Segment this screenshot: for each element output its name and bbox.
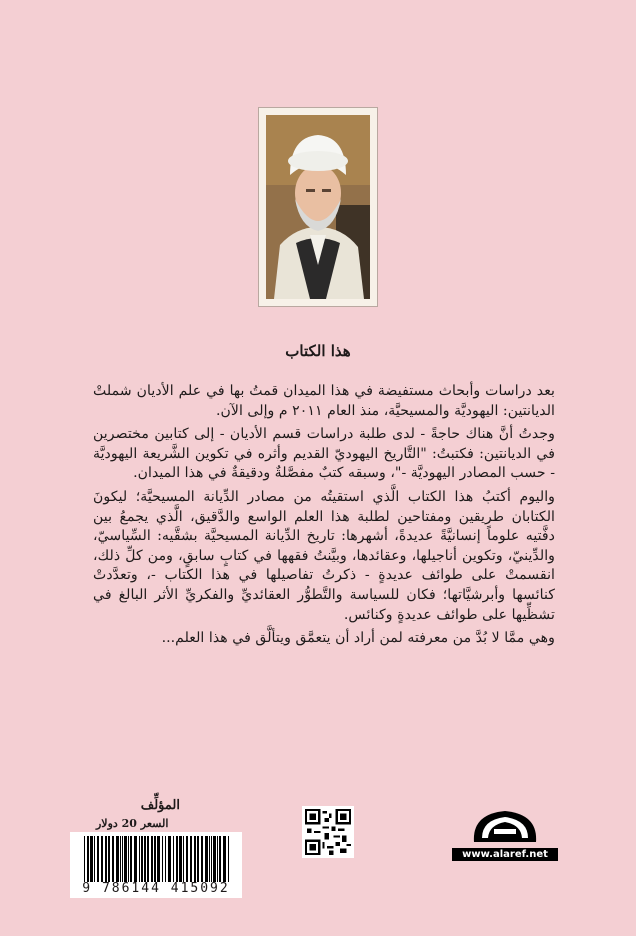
barcode-bar <box>90 836 93 882</box>
barcode-bar <box>122 836 123 882</box>
isbn-barcode <box>70 832 242 898</box>
description-paragraph-1: بعد دراسات وأبحاث مستفيضة في هذا الميدان قمتُ بها في علم الأديان شملتْ الديانتين: اليهوديَّة والمسيحيَّة، منذ العام ٢٠١١ م وإلى الآن. <box>93 383 555 419</box>
publisher-url: www.alaref.net <box>452 848 558 861</box>
barcode-bar <box>141 836 143 882</box>
barcode-bar <box>173 836 174 882</box>
barcode-bar <box>144 836 146 882</box>
barcode-bar <box>84 836 85 882</box>
barcode-bar <box>217 836 218 882</box>
barcode-bar <box>130 836 132 882</box>
barcode-bar <box>179 836 182 882</box>
isbn-number: 9 786144 415092 <box>82 881 230 896</box>
description-paragraph-2: وجدتُ أنَّ هناك حاجةً - لدى طلبة دراسات قسم الأديان - إلى كتابين مختصرين في الديانتين: فكتبتُ: "التَّاريخ اليهوديّ القديم وأثره في تكوين الشَّريعة اليهوديَّة - حسب المصادر اليهوديَّة -"، وسبقه كتبٌ مفصَّلةٌ ودقيقةٌ في هذا الميدان. <box>93 426 555 482</box>
barcode-bars <box>84 836 232 882</box>
barcode-bar <box>116 836 119 882</box>
barcode-bar <box>186 836 188 882</box>
barcode-bar <box>190 836 192 882</box>
author-signature: المؤلِّف <box>140 798 180 813</box>
barcode-bar <box>183 836 184 882</box>
price-label: السعر 20 دولار <box>96 817 169 830</box>
book-description <box>93 382 555 653</box>
barcode-bar <box>157 836 160 882</box>
barcode-bar <box>139 836 140 882</box>
barcode-bar <box>197 836 199 882</box>
barcode-bar <box>176 836 178 882</box>
barcode-bar <box>162 836 163 882</box>
barcode-bar <box>101 836 103 882</box>
barcode-bar <box>120 836 121 882</box>
qr-code <box>302 806 354 858</box>
author-photo <box>266 115 370 299</box>
author-photo-frame <box>258 107 378 307</box>
qr-code-image <box>305 809 351 855</box>
barcode-bar <box>134 836 137 882</box>
publisher-emblem-icon <box>458 808 552 844</box>
barcode-bar <box>87 836 89 882</box>
barcode-bar <box>105 836 107 882</box>
barcode-bar <box>154 836 156 882</box>
barcode-bar <box>112 836 114 882</box>
barcode-bar <box>97 836 99 882</box>
barcode-bar <box>165 836 166 882</box>
barcode-bar <box>94 836 95 882</box>
author-portrait-image <box>266 115 370 299</box>
barcode-bar <box>151 836 153 882</box>
barcode-bar <box>124 836 127 882</box>
barcode-bar <box>147 836 149 882</box>
section-title: هذا الكتاب <box>285 342 351 360</box>
description-paragraph-3: واليوم أكتبُ هذا الكتاب الَّذي استقيتُه من مصادر الدِّيانة المسيحيَّة؛ ليكونَ الكتابان طريقين ومفتاحين لطلبة هذا العلم الواسع والدَّقيق، الَّذي يجمعُ بين دفَّتيه علوماً إنسانيَّةً عديدةً، أشهرها: تاريخ الدِّيانة المسيحيَّة بشقَّيه: السِّياسيّ، والدِّينيّ، وتكوين أناجيلها، وعقائدها، وبيَّنتُ فقهها في كتابٍ سابقٍ، ومن كلِّ ذلك، انقسمتْ على طوائف عديدةٍ - ذكرتُ تفاصيلها في هذا الكتاب -، وتعدَّدتْ كنائسها وأبرشيَّاتها؛ فكان للسياسة والتَّطوُّر العقائديِّ والفكريِّ الأثر البالغ في تشظِّيها على طوائف عديدةٍ وكنائس. <box>93 488 555 623</box>
barcode-bar <box>168 836 171 882</box>
barcode-bar <box>194 836 196 882</box>
barcode-bar <box>128 836 129 882</box>
barcode-bar <box>213 836 216 882</box>
barcode-bar <box>219 836 221 882</box>
barcode-bar <box>228 836 229 882</box>
barcode-bar <box>205 836 208 882</box>
barcode-bar <box>201 836 203 882</box>
barcode-bar <box>209 836 210 882</box>
barcode-bar <box>223 836 226 882</box>
barcode-bar <box>108 836 110 882</box>
description-paragraph-4: وهي ممَّا لا بُدَّ من معرفته لمن أراد أن يتعمَّق ويتألَّق في هذا العلم... <box>161 630 555 647</box>
barcode-bar <box>211 836 212 882</box>
